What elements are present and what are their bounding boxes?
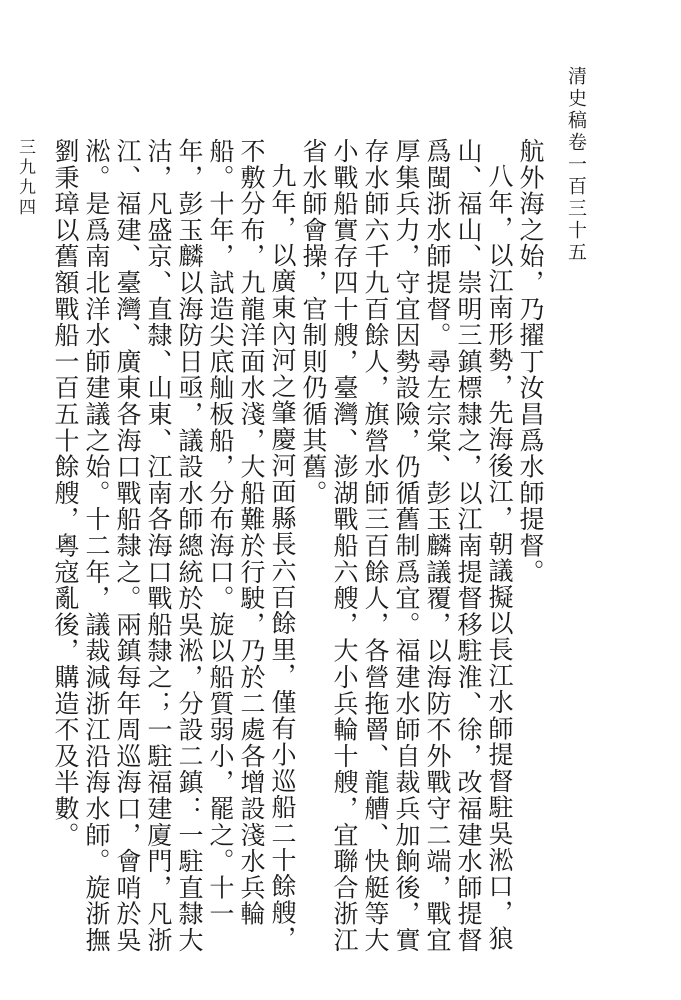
paragraph-2: 八年，以江南形勢，先海後江，朝議擬以長江水師提督駐吳淞口，狼山、福山、崇明三鎮標隸之，以江南提督移駐淮、徐，改福建水師提督爲閩浙水師提督。尋左宗棠、彭玉麟議覆，以海防不外戰守二端，戰宜厚集兵力，守宜因勢設險，仍循舊制爲宜。福建水師自裁兵加餉後，實存水師六千九百餘人，旗營水師三百餘人，各營拖罾、龍艚、快艇等大小戰船實存四十艘，臺灣、澎湖戰船六艘，大小兵輪十艘，宜聯合浙江省水師會操，官制則仍循其舊。: [299, 138, 514, 954]
page-number: 三九九四: [15, 138, 35, 218]
paragraph-3: 九年，以廣東內河之肇慶河面縣長六百餘里，僅有小巡船二十餘艘，不敷分布，九龍洋面水淺，大船難於行駛，乃於二處各增設淺水兵輪船。十年，試造尖底舢板船，分布海口。旋以船質弱小，罷之。十一年，彭玉麟以海防日亟，議設水師總統於吳淞，分設二鎮：一駐直隸大沽，凡盛京、直隸、山東、江南各海口戰船隸之；一駐福建廈門，凡浙江、福建、臺灣、廣東各海口戰船隸之。兩鎮每年周巡海口，會哨於吳淞。是爲南北洋水師建議之始。十二年，議裁減浙江沿海水師。旋浙撫劉秉璋以舊額戰船一百五十餘艘，粵寇亂後，購造不及半數。: [51, 138, 297, 954]
paragraph-1: 航外海之始，乃擢丁汝昌爲水師提督。: [516, 138, 545, 586]
body-text: [50, 138, 546, 978]
running-head: 清史稿卷一百三十五: [565, 66, 587, 264]
